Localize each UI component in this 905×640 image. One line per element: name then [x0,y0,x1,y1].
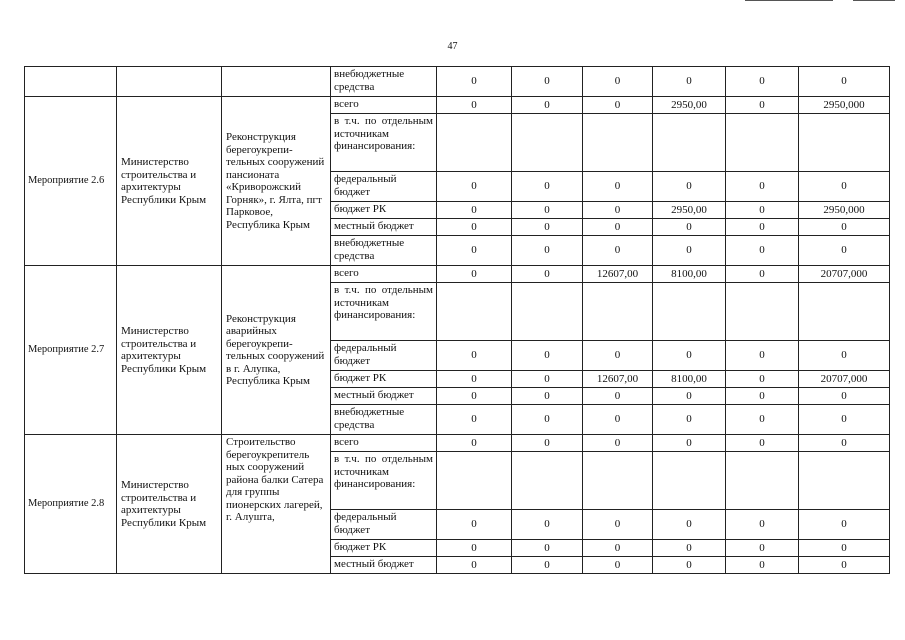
value-cell: 0 [512,371,583,388]
source-label-vtch: в т.ч. по отдельным источникам финансирования: [331,452,437,510]
funding-table [24,66,890,574]
source-label-vsego: всего [331,97,437,114]
value-cell: 0 [799,219,890,236]
source-label-local: местный бюджет [331,557,437,574]
value-cell: 0 [653,341,726,371]
value-cell: 0 [512,202,583,219]
source-label-vtch: в т.ч. по отдельным источникам финансирования: [331,114,437,172]
source-label-local: местный бюджет [331,388,437,405]
value-cell [653,114,726,172]
value-cell: 0 [437,405,512,435]
value-cell: 0 [799,172,890,202]
source-label-vsego: всего [331,435,437,452]
value-cell: 0 [512,219,583,236]
value-cell: 0 [437,435,512,452]
value-cell: 0 [653,405,726,435]
value-cell [799,283,890,341]
value-cell: 0 [583,67,653,97]
value-cell: 0 [583,510,653,540]
value-cell: 0 [512,388,583,405]
value-cell [512,452,583,510]
value-cell: 0 [726,388,799,405]
scan-rule-1 [745,0,833,1]
page-number: 47 [447,41,458,52]
value-cell: 2950,000 [799,97,890,114]
value-cell: 0 [583,435,653,452]
value-cell: 0 [583,236,653,266]
value-cell [437,283,512,341]
value-cell: 12607,00 [583,371,653,388]
value-cell [437,114,512,172]
value-cell: 0 [583,202,653,219]
value-cell: 0 [437,172,512,202]
value-cell: 0 [437,540,512,557]
value-cell: 2950,00 [653,97,726,114]
value-cell: 0 [799,540,890,557]
value-cell: 0 [653,172,726,202]
value-cell: 0 [583,97,653,114]
value-cell: 0 [726,202,799,219]
ministry-name: Министерство строительства и архитектуры Республики Крым [117,435,222,574]
value-cell: 0 [512,405,583,435]
value-cell: 0 [799,510,890,540]
value-cell: 12607,00 [583,266,653,283]
value-cell: 0 [512,236,583,266]
source-label-federal: федеральный бюджет [331,341,437,371]
value-cell: 0 [583,341,653,371]
value-cell: 0 [512,67,583,97]
value-cell: 0 [726,371,799,388]
value-cell [512,283,583,341]
source-label-federal: федеральный бюджет [331,172,437,202]
table-row [25,266,890,283]
cont-ministry-cell [117,67,222,97]
object-description: Реконструкция берегоукрепи-тельных сооружений пансионата «Криворожский Горняк», г. Ялта, пгт Парковое, Республика Крым [222,97,331,266]
value-cell: 0 [653,540,726,557]
value-cell: 0 [512,341,583,371]
source-label-budget_rk: бюджет РК [331,202,437,219]
value-cell: 0 [437,202,512,219]
table-row [25,97,890,114]
value-cell: 0 [726,236,799,266]
table-row [25,67,890,97]
value-cell: 0 [653,388,726,405]
value-cell: 2950,000 [799,202,890,219]
value-cell [799,452,890,510]
value-cell: 0 [799,236,890,266]
value-cell: 8100,00 [653,266,726,283]
value-cell: 0 [583,557,653,574]
object-description: Строительство берегоукрепитель ных сооружений района балки Сатера для группы пионерских лагерей, г. Алушта, [222,435,331,574]
value-cell: 0 [583,388,653,405]
table-row [25,435,890,452]
value-cell: 0 [653,510,726,540]
value-cell: 0 [726,540,799,557]
value-cell: 0 [726,97,799,114]
value-cell: 0 [653,236,726,266]
value-cell: 0 [799,435,890,452]
value-cell: 0 [512,435,583,452]
value-cell: 20707,000 [799,266,890,283]
value-cell: 0 [512,172,583,202]
value-cell: 0 [653,67,726,97]
value-cell: 0 [653,557,726,574]
value-cell: 0 [726,557,799,574]
value-cell: 0 [437,341,512,371]
source-label-vnebudzh: внебюджетные средства [331,236,437,266]
value-cell: 8100,00 [653,371,726,388]
value-cell: 0 [726,510,799,540]
value-cell: 0 [583,219,653,236]
value-cell: 20707,000 [799,371,890,388]
value-cell: 0 [726,405,799,435]
source-label-vtch: в т.ч. по отдельным источникам финансирования: [331,283,437,341]
event-name: Мероприятие 2.7 [25,266,117,435]
value-cell: 0 [726,435,799,452]
value-cell [726,452,799,510]
source-label-local: местный бюджет [331,219,437,236]
value-cell: 0 [583,172,653,202]
value-cell: 0 [583,540,653,557]
value-cell [583,114,653,172]
value-cell: 0 [437,67,512,97]
value-cell: 0 [726,266,799,283]
value-cell: 0 [726,67,799,97]
cont-object-cell [222,67,331,97]
source-label-budget_rk: бюджет РК [331,540,437,557]
event-name: Мероприятие 2.8 [25,435,117,574]
value-cell: 0 [799,341,890,371]
object-description: Реконструкция аварийных берегоукрепи-тельных сооружений в г. Алупка, Республика Крым [222,266,331,435]
value-cell: 0 [653,219,726,236]
source-label-vnebudzh: внебюджетные средства [331,405,437,435]
value-cell [437,452,512,510]
value-cell: 0 [726,219,799,236]
value-cell: 0 [799,405,890,435]
ministry-name: Министерство строительства и архитектуры Республики Крым [117,266,222,435]
source-label-federal: федеральный бюджет [331,510,437,540]
value-cell: 0 [653,435,726,452]
cont-event-cell [25,67,117,97]
value-cell [653,452,726,510]
value-cell: 0 [799,67,890,97]
value-cell [512,114,583,172]
value-cell: 0 [437,97,512,114]
value-cell: 2950,00 [653,202,726,219]
source-label-vnebudzh: внебюджетные средства [331,67,437,97]
scan-rule-2 [853,0,895,1]
value-cell: 0 [512,510,583,540]
value-cell: 0 [726,172,799,202]
value-cell: 0 [583,405,653,435]
value-cell [583,452,653,510]
value-cell: 0 [512,97,583,114]
value-cell [583,283,653,341]
value-cell: 0 [799,388,890,405]
value-cell: 0 [799,557,890,574]
value-cell: 0 [512,540,583,557]
source-label-vsego: всего [331,266,437,283]
value-cell: 0 [437,388,512,405]
value-cell: 0 [437,557,512,574]
value-cell: 0 [512,266,583,283]
value-cell: 0 [512,557,583,574]
event-name: Мероприятие 2.6 [25,97,117,266]
value-cell [799,114,890,172]
value-cell: 0 [437,219,512,236]
source-label-budget_rk: бюджет РК [331,371,437,388]
value-cell: 0 [437,266,512,283]
value-cell [726,283,799,341]
value-cell [726,114,799,172]
value-cell: 0 [437,236,512,266]
value-cell: 0 [437,510,512,540]
value-cell [653,283,726,341]
value-cell: 0 [726,341,799,371]
value-cell: 0 [437,371,512,388]
ministry-name: Министерство строительства и архитектуры Республики Крым [117,97,222,266]
